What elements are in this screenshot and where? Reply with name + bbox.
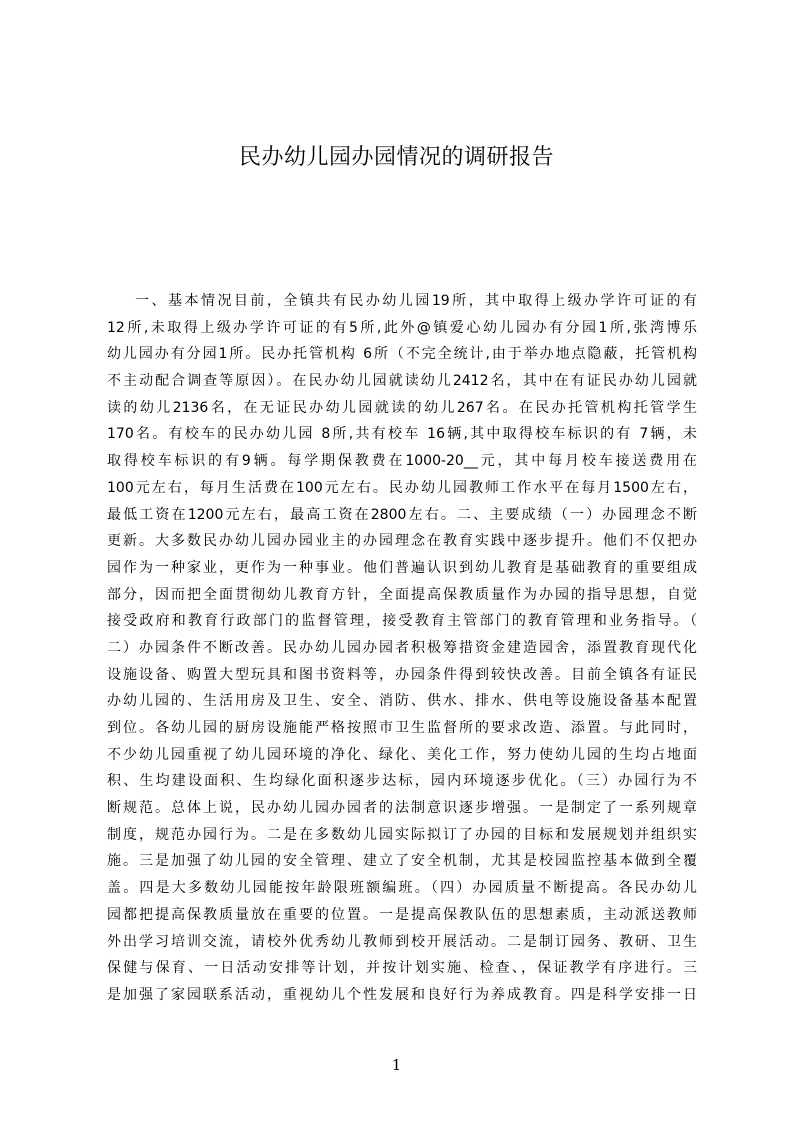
body-line: 园作为一种家业，更作为一种事业。他们普遍认识到幼儿教育是基础教育的重要组成 — [107, 559, 697, 576]
body-line: 是加强了家园联系活动，重视幼儿个性发展和良好行为养成教育。四是科学安排一日 — [107, 986, 697, 1003]
body-line: 不主动配合调查等原因）。在民办幼儿园就读幼儿2412名，其中在有证民办幼儿园就 — [107, 373, 697, 390]
body-line: 办幼儿园的、生活用房及卫生、安全、消防、供水、排水、供电等设施设备基本配置 — [107, 693, 697, 710]
page-number: 1 — [391, 1056, 402, 1074]
body-line: 幼儿园办有分园1所。民办托管机构 6所（不完全统计,由于举办地点隐蔽，托管机构 — [107, 346, 697, 363]
body-line: 保健与保育、一日活动安排等计划，并按计划实施、检查、，保证教学有序进行。三 — [107, 960, 697, 977]
body-line: 积、生均建设面积、生均绿化面积逐步达标，园内环境逐步优化。（三）办园行为不 — [107, 773, 697, 790]
body-line: 更新。大多数民办幼儿园办园业主的办园理念在教育实践中逐步提升。他们不仅把办 — [107, 533, 697, 550]
body-line: 设施设备、购置大型玩具和图书资料等，办园条件得到较快改善。目前全镇各有证民 — [107, 666, 697, 683]
body-line: 读的幼儿2136名，在无证民办幼儿园就读的幼儿267名。在民办托管机构托管学生 — [107, 399, 697, 416]
document-body — [107, 288, 697, 1009]
body-line: 外出学习培训交流，请校外优秀幼儿教师到校开展活动。二是制订园务、教研、卫生 — [107, 933, 697, 950]
body-line: 断规范。总体上说，民办幼儿园办园者的法制意识逐步增强。一是制定了一系列规章 — [107, 800, 697, 817]
body-line: 接受政府和教育行政部门的监督管理，接受教育主管部门的教育管理和业务指导。（ — [107, 613, 697, 630]
body-line: 到位。各幼儿园的厨房设施能严格按照市卫生监督所的要求改造、添置。与此同时， — [107, 720, 697, 736]
body-line: 不少幼儿园重视了幼儿园环境的净化、绿化、美化工作，努力使幼儿园的生均占地面 — [107, 746, 697, 763]
body-line: 制度，规范办园行为。二是在多数幼儿园实际拟订了办园的目标和发展规划并组织实 — [107, 826, 697, 843]
body-line: 施。三是加强了幼儿园的安全管理、建立了安全机制，尤其是校园监控基本做到全覆 — [107, 853, 697, 870]
body-line: 园都把提高保教质量放在重要的位置。一是提高保教队伍的思想素质，主动派送教师 — [107, 906, 697, 923]
document-title: 民办幼儿园办园情况的调研报告 — [238, 145, 554, 170]
body-line: 最低工资在1200元左右，最高工资在2800左右。二、主要成绩（一）办园理念不断 — [107, 506, 697, 523]
body-line: 12所,未取得上级办学许可证的有5所,此外@镇爱心幼儿园办有分园1所,张湾博乐 — [107, 319, 697, 336]
body-line: 部分，因而把全面贯彻幼儿教育方针，全面提高保教质量作为办园的指导思想，自觉 — [107, 586, 697, 603]
body-line: 100元左右，每月生活费在100元左右。民办幼儿园教师工作水平在每月1500左右， — [107, 479, 697, 496]
body-line: 一、基本情况目前，全镇共有民办幼儿园19所，其中取得上级办学许可证的有 — [135, 293, 697, 309]
body-line: 二）办园条件不断改善。民办幼儿园办园者积极筹措资金建造园舍，添置教育现代化 — [107, 639, 697, 656]
body-line: 取得校车标识的有9辆。每学期保教费在1000-20__元，其中每月校车接送费用在 — [107, 453, 697, 470]
body-line: 盖。四是大多数幼儿园能按年龄限班额编班。（四）办园质量不断提高。各民办幼儿 — [107, 880, 697, 897]
body-line: 170名。有校车的民办幼儿园 8所,共有校车 16辆,其中取得校车标识的有 7辆，未 — [107, 426, 697, 443]
